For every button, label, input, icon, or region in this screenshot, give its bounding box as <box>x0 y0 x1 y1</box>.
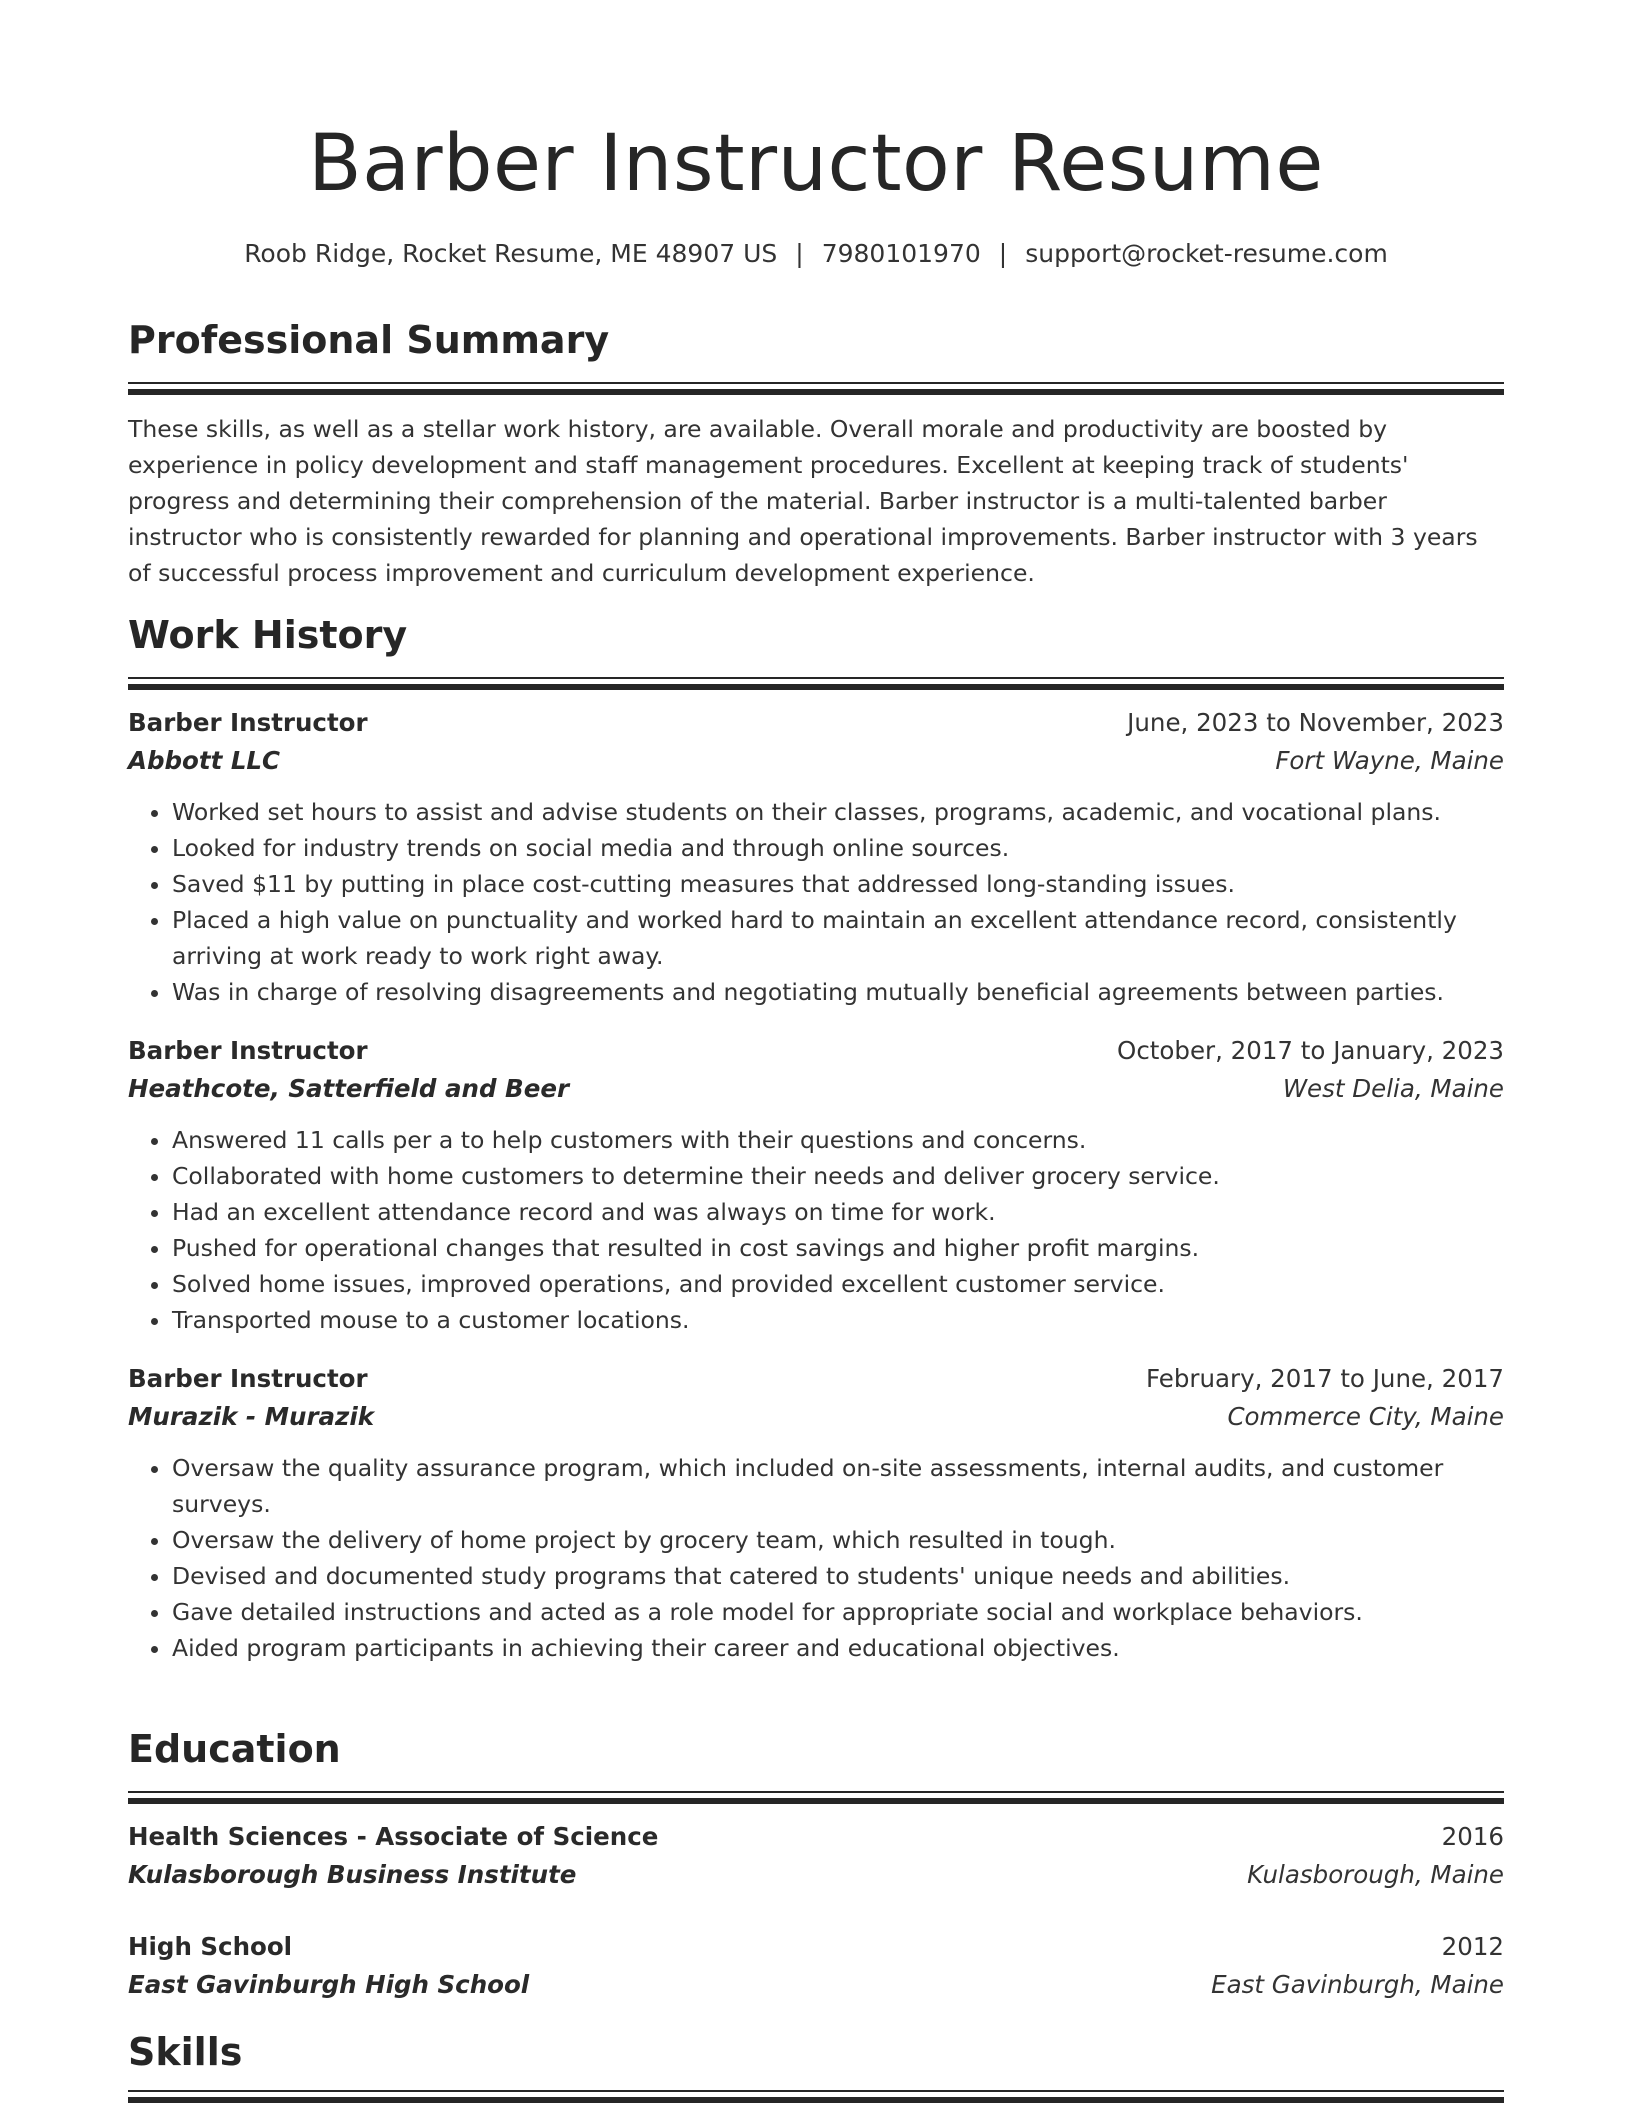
company-name: Murazik - Murazik <box>128 1401 375 1431</box>
education-section <box>128 1727 1504 2004</box>
school-location: East Gavinburgh, Maine <box>1211 1969 1504 1999</box>
address: Roob Ridge, Rocket Resume, ME 48907 US <box>244 239 778 268</box>
degree: High School <box>128 1931 293 1961</box>
job-title: Barber Instructor <box>128 707 368 737</box>
list-item: • Looked for industry trends on social media and through online sources. <box>172 830 1504 866</box>
page-title: Barber Instructor Resume <box>308 119 1324 209</box>
section-title: Skills <box>128 2030 243 2074</box>
contact-line <box>128 238 1504 271</box>
list-item: • Transported mouse to a customer locations. <box>172 1302 1504 1338</box>
school-name: Kulasborough Business Institute <box>128 1859 577 1889</box>
list-item: • Saved $11 by putting in place cost-cutting measures that addressed long-standing issues. <box>172 866 1504 902</box>
list-item: • Oversaw the delivery of home project by grocery team, which resulted in tough. <box>172 1522 1504 1558</box>
degree: Health Sciences - Associate of Science <box>128 1821 659 1851</box>
separator: | <box>998 239 1008 268</box>
job-location: Commerce City, Maine <box>1227 1401 1504 1431</box>
list-item: • Answered 11 calls per a to help customers with their questions and concerns. <box>172 1122 1504 1158</box>
education-entry <box>128 1928 1504 2004</box>
divider <box>128 382 1504 384</box>
job-title: Barber Instructor <box>128 1363 368 1393</box>
graduation-year: 2016 <box>1441 1821 1504 1851</box>
divider <box>128 389 1504 395</box>
section-title: Professional Summary <box>128 318 610 362</box>
job-bullets <box>128 794 1504 1010</box>
section-title: Work History <box>128 613 408 657</box>
job-dates: February, 2017 to June, 2017 <box>1146 1363 1504 1393</box>
job-entry <box>128 1032 1504 1338</box>
list-item: • Devised and documented study programs that catered to students' unique needs and abilities. <box>172 1558 1504 1594</box>
divider <box>128 677 1504 679</box>
list-item: • Worked set hours to assist and advise students on their classes, programs, academic, and vocational plans. <box>172 794 1504 830</box>
education-entry <box>128 1818 1504 1894</box>
job-bullets <box>128 1122 1504 1338</box>
job-location: West Delia, Maine <box>1282 1073 1504 1103</box>
graduation-year: 2012 <box>1441 1931 1504 1961</box>
job-title: Barber Instructor <box>128 1035 368 1065</box>
job-location: Fort Wayne, Maine <box>1275 745 1504 775</box>
list-item: • Placed a high value on punctuality and worked hard to maintain an excellent attendance record, consistently arriving at work ready to work right away. <box>172 902 1504 974</box>
separator: | <box>795 239 804 268</box>
list-item: • Collaborated with home customers to determine their needs and deliver grocery service. <box>172 1158 1504 1194</box>
list-item: • Solved home issues, improved operations, and provided excellent customer service. <box>172 1266 1504 1302</box>
summary-section <box>128 318 1504 591</box>
school-location: Kulasborough, Maine <box>1247 1859 1504 1889</box>
list-item: • Had an excellent attendance record and was always on time for work. <box>172 1194 1504 1230</box>
school-name: East Gavinburgh High School <box>128 1969 530 1999</box>
job-entry <box>128 1360 1504 1666</box>
divider <box>128 1798 1504 1804</box>
divider <box>128 2097 1504 2103</box>
skills-section <box>128 2030 1504 2103</box>
list-item: • Pushed for operational changes that resulted in cost savings and higher profit margins. <box>172 1230 1504 1266</box>
job-entry <box>128 704 1504 1010</box>
divider <box>128 2090 1504 2092</box>
list-item: • Oversaw the quality assurance program, which included on-site assessments, internal audits, and customer surveys. <box>172 1450 1504 1522</box>
email: support@rocket-resume.com <box>1025 239 1388 268</box>
divider <box>128 684 1504 690</box>
summary-text: These skills, as well as a stellar work history, are available. Overall morale and productivity are boosted by experience in policy development and staff management procedures. Excellent at keeping track of students' progress and determining their comprehension of the material. Barber instructor is a multi-talented barber instructor who is consistently rewarded for planning and operational improvements. Barber instructor with 3 years of successful process improvement and curriculum development experience. <box>128 414 1478 587</box>
company-name: Heathcote, Satterfield and Beer <box>128 1073 570 1103</box>
list-item: • Was in charge of resolving disagreements and negotiating mutually beneficial agreements between parties. <box>172 974 1504 1010</box>
job-dates: October, 2017 to January, 2023 <box>1117 1035 1504 1065</box>
list-item: • Aided program participants in achieving their career and educational objectives. <box>172 1630 1504 1666</box>
job-bullets <box>128 1450 1504 1666</box>
work-history-section <box>128 613 1504 1666</box>
job-dates: June, 2023 to November, 2023 <box>1127 707 1504 737</box>
section-title: Education <box>128 1727 341 1771</box>
divider <box>128 1791 1504 1793</box>
phone: 7980101970 <box>821 239 981 268</box>
list-item: • Gave detailed instructions and acted as a role model for appropriate social and workplace behaviors. <box>172 1594 1504 1630</box>
company-name: Abbott LLC <box>128 745 281 775</box>
